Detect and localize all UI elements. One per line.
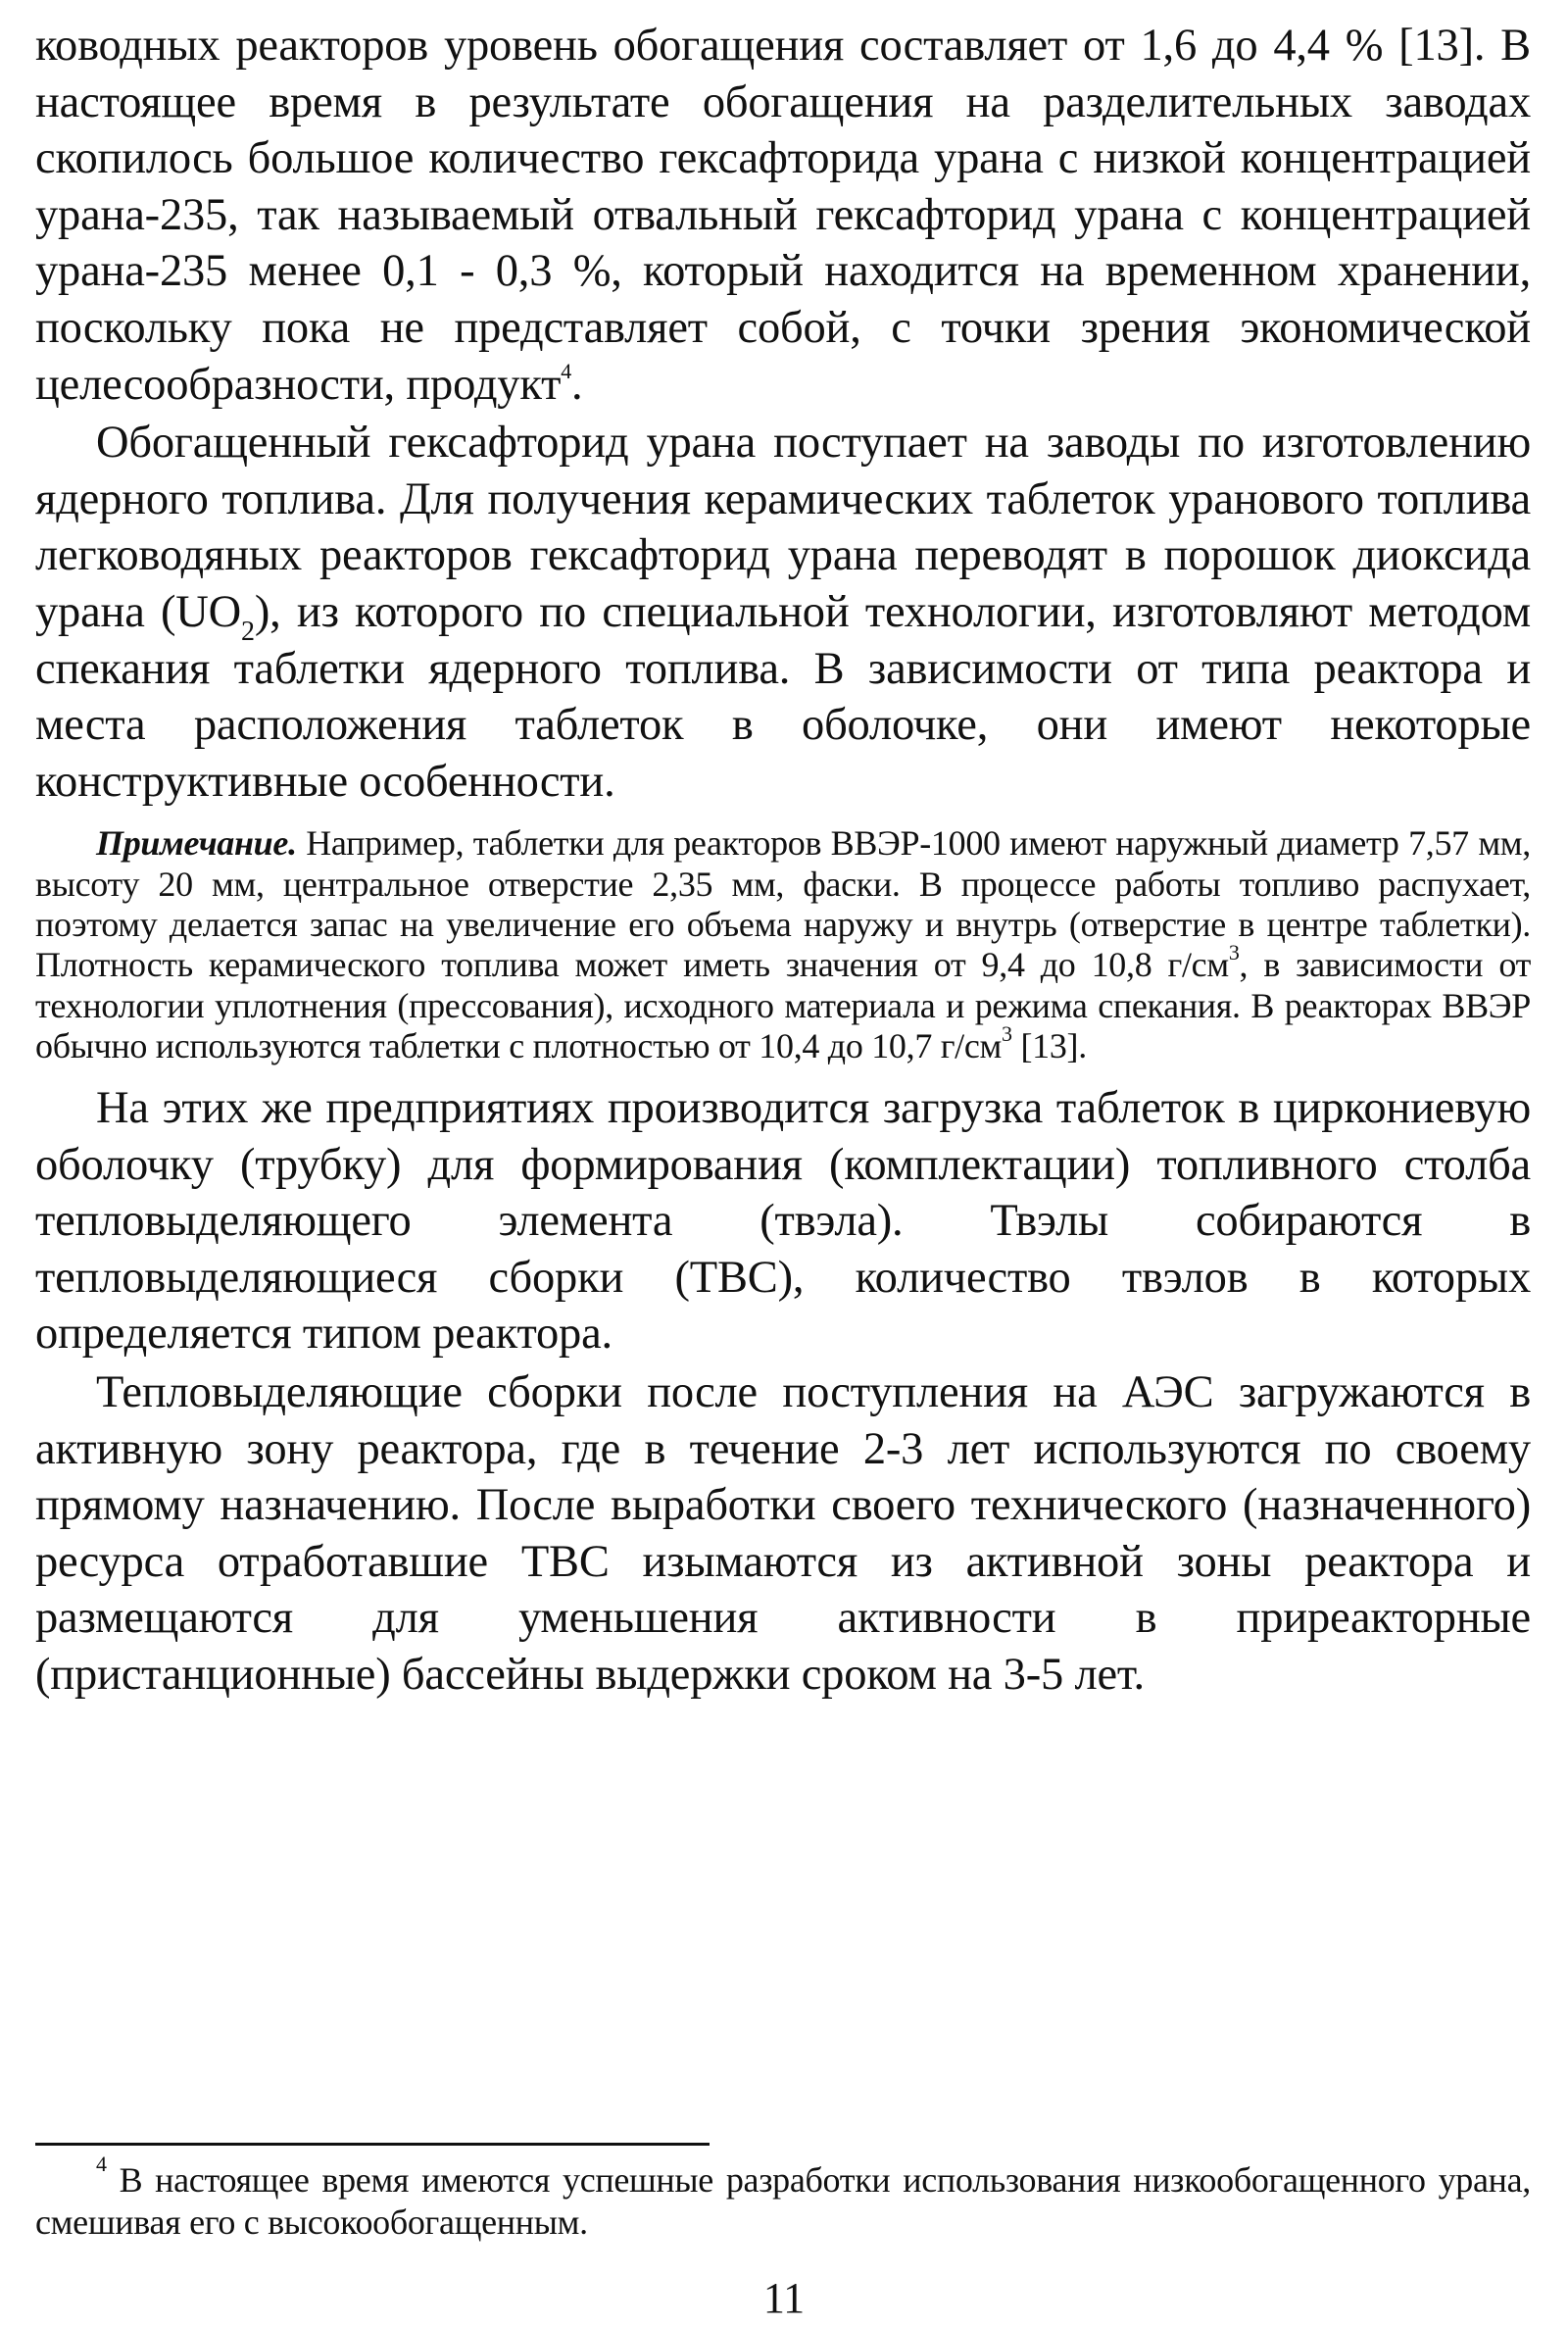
body-paragraph [35, 18, 1531, 413]
footnote-separator [35, 2143, 710, 2146]
footnote [35, 2152, 1531, 2244]
body-paragraph [35, 1080, 1531, 1362]
footnote-marker: 4 [96, 2152, 107, 2176]
paragraph-text: ), из которого по специальной технологии, изготовляют методом спекания таблетки ядерного топлива. В зависимости от типа реактора и места расположения таблеток в оболочке, они имеют некоторые конструктивные особенности. [35, 586, 1532, 807]
paragraph-text: На этих же предприятиях производится загрузка таблеток в циркониевую оболочку (трубку) для формирования (комплектации) топливного столба тепловыделяющего элемента (твэла). Твэлы собираются в тепловыделяющиеся сборки (ТВС), количество твэлов в которых определяется типом реактора. [35, 1083, 1531, 1360]
formula-base: UO [175, 586, 242, 637]
paragraph-text: Обогащенный гексафторид урана поступает на заводы по изготовлению ядерного топлива. Для получения керамических таблеток уранового топлива легководяных реакторов гексафторид урана переводят в порошок диоксида урана ( [35, 418, 1531, 637]
formula-subscript: 2 [241, 617, 255, 648]
note-label: Примечание. [96, 823, 297, 864]
paragraph-text: Тепловыделяющие сборки после поступления на АЭС загружаются в активную зону реактора, где в течение 2-3 лет используются по своему прямому назначению. После выработки своего технического (назначенного) ресурса отработавшие ТВС изымаются из активной зоны реактора и размещаются для уменьшения активности в приреакторные (пристанционные) бассейны выдержки сроком на 3-5 лет. [35, 1367, 1531, 1701]
chemical-formula [175, 586, 255, 648]
document-page [35, 18, 1531, 1704]
body-paragraph [35, 415, 1531, 810]
note-text: Например, таблетки для реакторов ВВЭР-1000 имеют наружный диаметр 7,57 мм, высоту 20 мм, центральное отверстие 2,35 мм, фаски. В процессе работы топливо распухает, поэтому делается запас на увеличение его объема наружу и внутрь (отверстие в центре таблетки). Плотность керамического топлива может иметь значения от 9,4 до 10,8 г/см [35, 823, 1531, 985]
note-block [35, 823, 1531, 1066]
unit-superscript: 3 [1228, 940, 1240, 965]
note-text: , в зависимости от технологии уплотнения (прессования), исходного материала и режима спекания. В реакторах ВВЭР обычно используются таблетки с плотностью от 10,4 до 10,7 г/см [35, 945, 1531, 1065]
footnote-text: В настоящее время имеются успешные разработки использования низкообогащенного урана, смешивая его с высокообогащенным. [35, 2160, 1531, 2242]
page-number: 11 [762, 2274, 806, 2322]
paragraph-tail: . [571, 359, 583, 410]
paragraph-text: ководных реакторов уровень обогащения составляет от 1,6 до 4,4 % [13]. В настоящее время в результате обогащения на разделительных заводах скопилось большое количество гексафторида урана с низкой концентрацией урана-235, так называемый отвальный гексафторид урана с концентрацией урана-235 менее 0,1 - 0,3 %, который находится на временном хранении, поскольку пока не представляет собой, с точки зрения экономической целесообразности, продукт [35, 21, 1531, 410]
footnote-reference: 4 [561, 359, 572, 384]
unit-superscript: 3 [1002, 1020, 1012, 1046]
note-text: [13]. [1011, 1025, 1087, 1065]
body-paragraph [35, 1364, 1531, 1704]
